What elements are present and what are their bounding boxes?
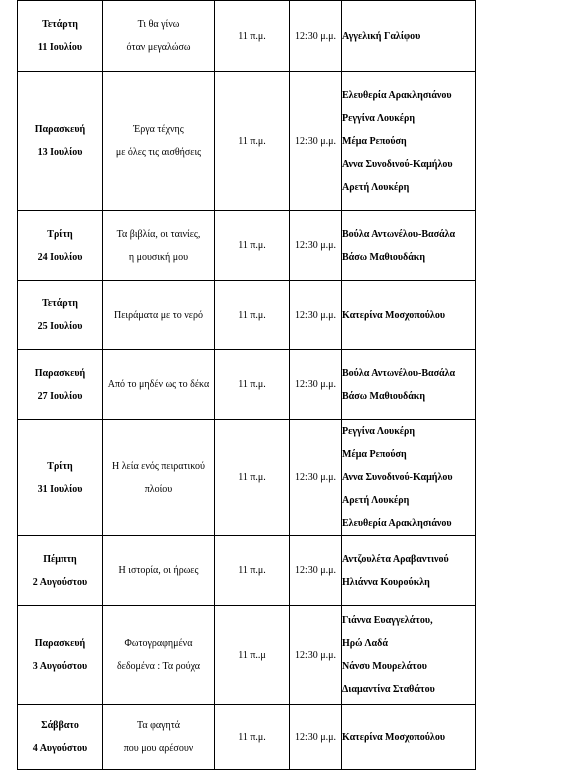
topic-cell: [103, 211, 215, 281]
day-cell: [18, 350, 103, 420]
topic-line: όταν μεγαλώσω: [126, 42, 191, 53]
weekday-label: Παρασκευή: [34, 124, 86, 135]
topic-line: Πειράματα με το νερό: [114, 309, 203, 321]
facilitators-cell: [342, 1, 476, 72]
facilitators-cell: [342, 211, 476, 281]
weekday-label: Τετάρτη: [42, 19, 78, 30]
topic-cell: [103, 705, 215, 770]
facilitator-name: Βάσω Μαθιουδάκη: [342, 390, 426, 402]
weekday-label: Παρασκευή: [34, 367, 86, 379]
facilitators-cell: [342, 705, 476, 770]
end-time-cell: 12:30 μ.μ.: [290, 211, 342, 281]
topic-line: Τα βιβλία, οι ταινίες,: [116, 228, 201, 240]
schedule-row: [18, 1, 476, 72]
day-cell: [18, 1, 103, 72]
end-time-cell: 12:30 μ.μ.: [290, 536, 342, 606]
facilitator-name: Κατερίνα Μοσχοπούλου: [342, 731, 446, 743]
facilitator-name: Ρεγγίνα Λουκέρη: [342, 112, 416, 124]
date-label: 11 Ιουλίου: [37, 42, 83, 53]
end-time-cell: 12:30 μ.μ.: [290, 606, 342, 705]
start-time-cell: 11 π.μ.: [215, 705, 290, 770]
topic-line: Η ιστορία, οι ήρωες: [118, 565, 199, 576]
start-time-cell: 11 π.μ.: [215, 536, 290, 606]
topic-cell: [103, 72, 215, 211]
date-label: 4 Αυγούστου: [32, 743, 88, 754]
date-label: 31 Ιουλίου: [37, 483, 83, 495]
topic-cell: [103, 1, 215, 72]
facilitator-name: Αννα Συνοδινού-Καμήλου: [342, 472, 453, 483]
end-time-cell: 12:30 μ.μ.: [290, 420, 342, 536]
facilitator-name: Αρετή Λουκέρη: [342, 181, 410, 193]
schedule-table: [17, 0, 476, 770]
start-time-cell: 11 π.μ.: [215, 72, 290, 211]
facilitator-name: Ελευθερία Αρακλησιάνου: [342, 89, 452, 101]
topic-line: Η λεία ενός πειρατικού: [111, 460, 206, 472]
schedule-row: [18, 211, 476, 281]
end-time-cell: 12:30 μ.μ.: [290, 281, 342, 350]
weekday-label: Πέμπτη: [43, 553, 77, 565]
topic-line: που μου αρέσουν: [123, 743, 194, 754]
day-cell: [18, 281, 103, 350]
schedule-row: [18, 420, 476, 536]
facilitator-name: Αντζουλέτα Αραβαντινού: [342, 553, 449, 565]
schedule-row: [18, 705, 476, 770]
day-cell: [18, 606, 103, 705]
facilitator-name: Ηλιάννα Κουρούκλη: [342, 576, 430, 588]
schedule-rows: [18, 1, 476, 770]
end-time-cell: 12:30 μ.μ.: [290, 72, 342, 211]
day-cell: [18, 211, 103, 281]
facilitators-cell: [342, 72, 476, 211]
facilitator-name: Ελευθερία Αρακλησιάνου: [342, 518, 452, 529]
topic-line: η μουσική μου: [128, 251, 189, 263]
start-time-cell: 11 π.μ.: [215, 1, 290, 72]
facilitator-name: Βάσω Μαθιουδάκη: [342, 251, 426, 263]
day-cell: [18, 72, 103, 211]
facilitators-cell: [342, 606, 476, 705]
facilitator-name: Αγγελική Γαλίφου: [342, 30, 421, 42]
facilitator-name: Μέμα Ρεπούση: [342, 449, 407, 460]
facilitator-name: Ηρώ Λαδά: [342, 638, 388, 649]
schedule-row: [18, 72, 476, 211]
weekday-label: Τρίτη: [47, 460, 73, 472]
end-time-cell: 12:30 μ.μ.: [290, 350, 342, 420]
weekday-label: Σάββατο: [41, 720, 79, 731]
facilitators-cell: [342, 281, 476, 350]
day-cell: [18, 420, 103, 536]
start-time-cell: 11 π.μ.: [215, 420, 290, 536]
schedule-row: [18, 281, 476, 350]
start-time-cell: 11 π..μ: [215, 606, 290, 705]
facilitator-name: Αννα Συνοδινού-Καμήλου: [342, 158, 453, 170]
facilitator-name: Γιάννα Ευαγγελάτου,: [342, 615, 433, 626]
facilitators-cell: [342, 536, 476, 606]
weekday-label: Παρασκευή: [34, 638, 86, 649]
day-cell: [18, 705, 103, 770]
schedule-row: [18, 536, 476, 606]
weekday-label: Τρίτη: [47, 228, 73, 240]
weekday-label: Τετάρτη: [42, 298, 78, 309]
topic-cell: [103, 536, 215, 606]
date-label: 2 Αυγούστου: [32, 576, 88, 588]
schedule-row: [18, 350, 476, 420]
start-time-cell: 11 π.μ.: [215, 211, 290, 281]
topic-cell: [103, 350, 215, 420]
facilitator-name: Βούλα Αντωνέλου-Βασάλα: [342, 228, 456, 240]
date-label: 25 Ιουλίου: [37, 321, 83, 332]
schedule-row: [18, 606, 476, 705]
date-label: 27 Ιουλίου: [37, 390, 83, 402]
day-cell: [18, 536, 103, 606]
topic-line: Τι θα γίνω: [137, 19, 180, 30]
end-time-cell: 12:30 μ.μ.: [290, 705, 342, 770]
facilitators-cell: [342, 420, 476, 536]
topic-line: Από το μηδέν ως το δέκα: [107, 379, 210, 390]
topic-cell: [103, 606, 215, 705]
topic-line: δεδομένα : Τα ρούχα: [116, 661, 201, 672]
facilitators-cell: [342, 350, 476, 420]
topic-line: Φωτογραφημένα: [124, 638, 193, 649]
topic-line: με όλες τις αισθήσεις: [115, 147, 202, 158]
facilitator-name: Αρετή Λουκέρη: [342, 495, 410, 506]
facilitator-name: Μέμα Ρεπούση: [342, 135, 407, 147]
topic-line: Τα φαγητά: [136, 720, 181, 731]
end-time-cell: 12:30 μ.μ.: [290, 1, 342, 72]
facilitator-name: Βούλα Αντωνέλου-Βασάλα: [342, 367, 456, 379]
start-time-cell: 11 π.μ.: [215, 350, 290, 420]
topic-cell: [103, 281, 215, 350]
topic-line: πλοίου: [144, 483, 173, 495]
facilitator-name: Ρεγγίνα Λουκέρη: [342, 426, 416, 437]
start-time-cell: 11 π.μ.: [215, 281, 290, 350]
date-label: 13 Ιουλίου: [37, 147, 83, 158]
date-label: 3 Αυγούστου: [32, 661, 88, 672]
facilitator-name: Κατερίνα Μοσχοπούλου: [342, 309, 446, 321]
facilitator-name: Νάνσυ Μουρελάτου: [342, 661, 427, 672]
date-label: 24 Ιουλίου: [37, 251, 83, 263]
topic-cell: [103, 420, 215, 536]
topic-line: Έργα τέχνης: [133, 124, 184, 135]
facilitator-name: Διαμαντίνα Σταθάτου: [342, 684, 435, 695]
